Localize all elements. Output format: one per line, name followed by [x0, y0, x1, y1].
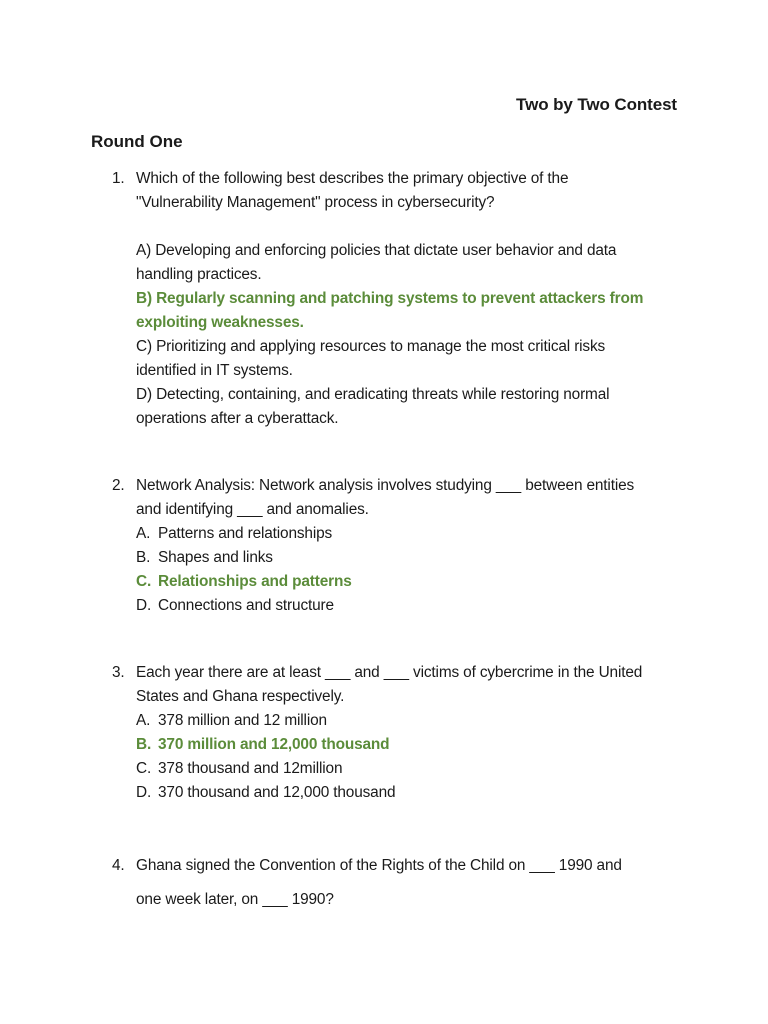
question-1 [112, 167, 682, 431]
question-number: 1. [112, 170, 125, 187]
option-c: identified in IT systems. [136, 362, 293, 379]
option-a: handling practices. [136, 266, 262, 283]
option-b-correct: B) Regularly scanning and patching systems to prevent attackers from [136, 290, 644, 307]
round-title: Round One [91, 132, 183, 151]
option-b [136, 546, 682, 570]
option-letter: D. [136, 597, 152, 614]
option-a [136, 709, 682, 733]
option-d: operations after a cyberattack. [136, 410, 339, 427]
option-letter: A. [136, 712, 151, 729]
question-number: 4. [112, 857, 125, 874]
option-text: Patterns and relationships [158, 525, 333, 542]
option-d [136, 781, 682, 805]
question-text: Each year there are at least ___ and ___ victims of cybercrime in the United [136, 664, 643, 681]
option-a: A) Developing and enforcing policies that dictate user behavior and data [136, 242, 617, 259]
option-c: C) Prioritizing and applying resources to manage the most critical risks [136, 338, 606, 355]
option-d [136, 594, 682, 618]
option-text: 378 thousand and 12million [158, 760, 343, 777]
question-text: "Vulnerability Management" process in cybersecurity? [136, 194, 495, 211]
question-text: Network Analysis: Network analysis involves studying ___ between entities [136, 477, 635, 494]
option-text: Connections and structure [158, 597, 334, 614]
option-letter: B. [136, 736, 152, 753]
option-d: D) Detecting, containing, and eradicating threats while restoring normal [136, 386, 610, 403]
question-text: States and Ghana respectively. [136, 688, 345, 705]
option-b-correct: exploiting weaknesses. [136, 314, 304, 331]
question-4 [112, 849, 682, 917]
contest-title: Two by Two Contest [516, 95, 677, 114]
option-c-correct [136, 570, 682, 594]
question-2 [112, 474, 682, 618]
question-text: Ghana signed the Convention of the Rights of the Child on ___ 1990 and [136, 857, 622, 874]
option-text: 378 million and 12 million [158, 712, 327, 729]
option-text: 370 million and 12,000 thousand [158, 736, 390, 753]
option-text: 370 thousand and 12,000 thousand [158, 784, 396, 801]
question-number: 2. [112, 477, 125, 494]
option-letter: C. [136, 573, 152, 590]
option-a [136, 522, 682, 546]
question-3 [112, 661, 682, 805]
option-text: Relationships and patterns [158, 573, 352, 590]
option-letter: A. [136, 525, 151, 542]
option-c [136, 757, 682, 781]
option-b-correct [136, 733, 682, 757]
question-text: Which of the following best describes the primary objective of the [136, 170, 569, 187]
option-letter: C. [136, 760, 152, 777]
question-text: one week later, on ___ 1990? [136, 891, 334, 908]
option-text: Shapes and links [158, 549, 273, 566]
question-number: 3. [112, 664, 125, 681]
option-letter: B. [136, 549, 151, 566]
option-letter: D. [136, 784, 152, 801]
question-text: and identifying ___ and anomalies. [136, 501, 369, 518]
